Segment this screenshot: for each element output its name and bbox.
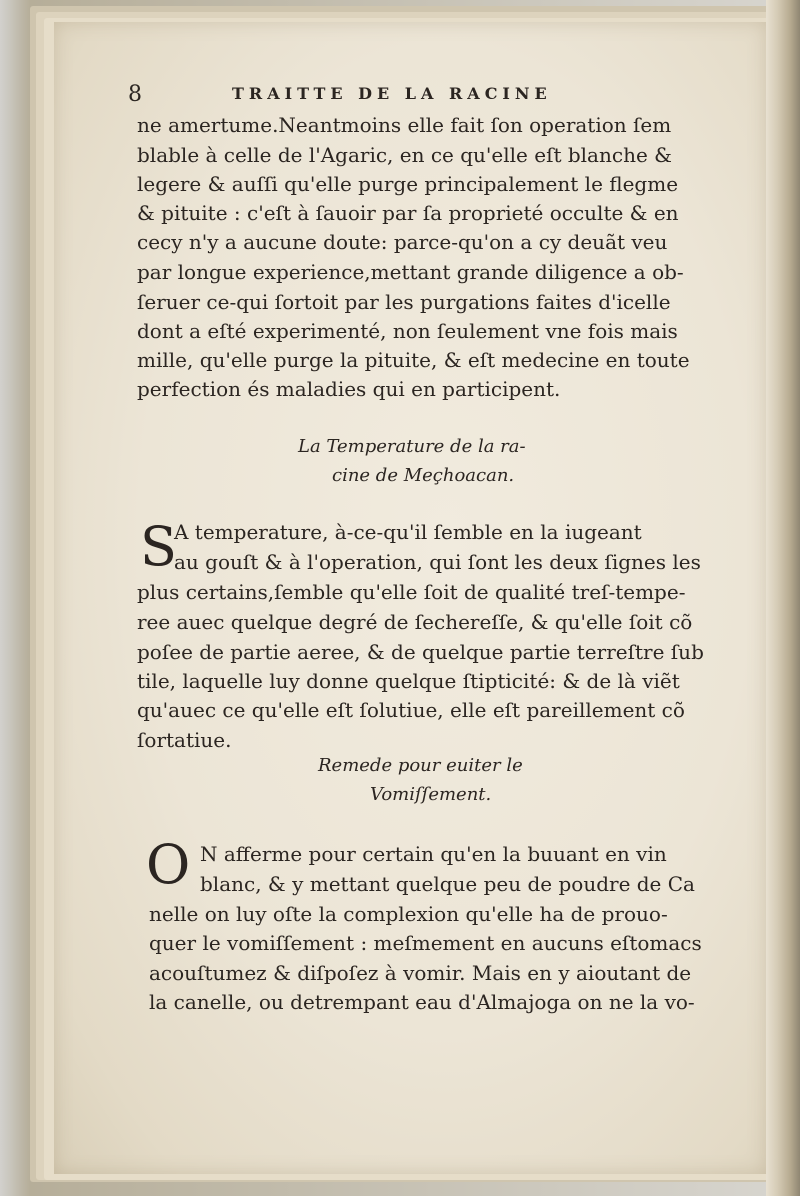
book-spine bbox=[766, 0, 800, 1196]
para2-line: au gouſt & à l'operation, qui ſont les deux ſignes les bbox=[174, 550, 701, 574]
para3-line: N afferme pour certain qu'en la buuant en vin bbox=[200, 842, 667, 866]
para1-line: cecy n'y a aucune doute: parce-qu'on a cy deuãt veu bbox=[137, 230, 668, 254]
para1-line: par longue experience,mettant grande diligence a ob- bbox=[137, 260, 684, 284]
para2-line: ree auec quelque degré de ſechereſſe, & qu'elle ſoit cõ bbox=[137, 610, 693, 634]
para1-line: perfection és maladies qui en participent. bbox=[137, 377, 561, 401]
para2-line: tile, laquelle luy donne quelque ſtipticité: & de là viẽt bbox=[137, 669, 680, 693]
para3-line: blanc, & y mettant quelque peu de poudre de Ca bbox=[200, 872, 695, 896]
para1-line: legere & auſſi qu'elle purge principalement le flegme bbox=[137, 172, 679, 196]
drop-cap: S bbox=[140, 515, 177, 578]
para2-line: A temperature, à-ce-qu'il ſemble en la iugeant bbox=[174, 520, 642, 544]
drop-cap: O bbox=[146, 833, 191, 896]
para3-line: la canelle, ou detrempant eau d'Almajoga on ne la vo- bbox=[149, 990, 695, 1014]
para1-line: mille, qu'elle purge la pituite, & eſt medecine en toute bbox=[137, 348, 690, 372]
para1-line: ne amertume.Neantmoins elle fait ſon operation ſem bbox=[137, 113, 672, 137]
para3-line: quer le vomiſſement : meſmement en aucuns eſtomacs bbox=[149, 931, 702, 955]
section-heading: Vomiſſement. bbox=[370, 784, 492, 805]
para1-line: dont a eſté experimenté, non ſeulement vne fois mais bbox=[137, 319, 678, 343]
para1-line: ſeruer ce-qui ſortoit par les purgations faites d'icelle bbox=[137, 290, 671, 314]
running-head: TRAITTE DE LA RACINE bbox=[232, 84, 552, 103]
para1-line: blable à celle de l'Agaric, en ce qu'elle eſt blanche & bbox=[137, 143, 672, 167]
para3-line: nelle on luy oſte la complexion qu'elle ha de prouo- bbox=[149, 902, 668, 926]
section-heading: cine de Meçhoacan. bbox=[332, 465, 515, 486]
para1-line: & pituite : c'eſt à ſauoir par ſa proprieté occulte & en bbox=[137, 201, 679, 225]
para3-line: acouſtumez & diſpoſez à vomir. Mais en y aioutant de bbox=[149, 961, 692, 985]
page-number: 8 bbox=[128, 82, 142, 107]
section-heading: Remede pour euiter le bbox=[318, 755, 523, 776]
para2-line: plus certains,ſemble qu'elle ſoit de qualité treſ-tempe- bbox=[137, 580, 686, 604]
para2-line: ſortatiue. bbox=[137, 728, 232, 752]
para2-line: poſee de partie aeree, & de quelque partie terreſtre ſub bbox=[137, 640, 704, 664]
para2-line: qu'auec ce qu'elle eſt ſolutiue, elle eſt pareillement cõ bbox=[137, 698, 685, 722]
section-heading: La Temperature de la ra- bbox=[298, 436, 526, 457]
